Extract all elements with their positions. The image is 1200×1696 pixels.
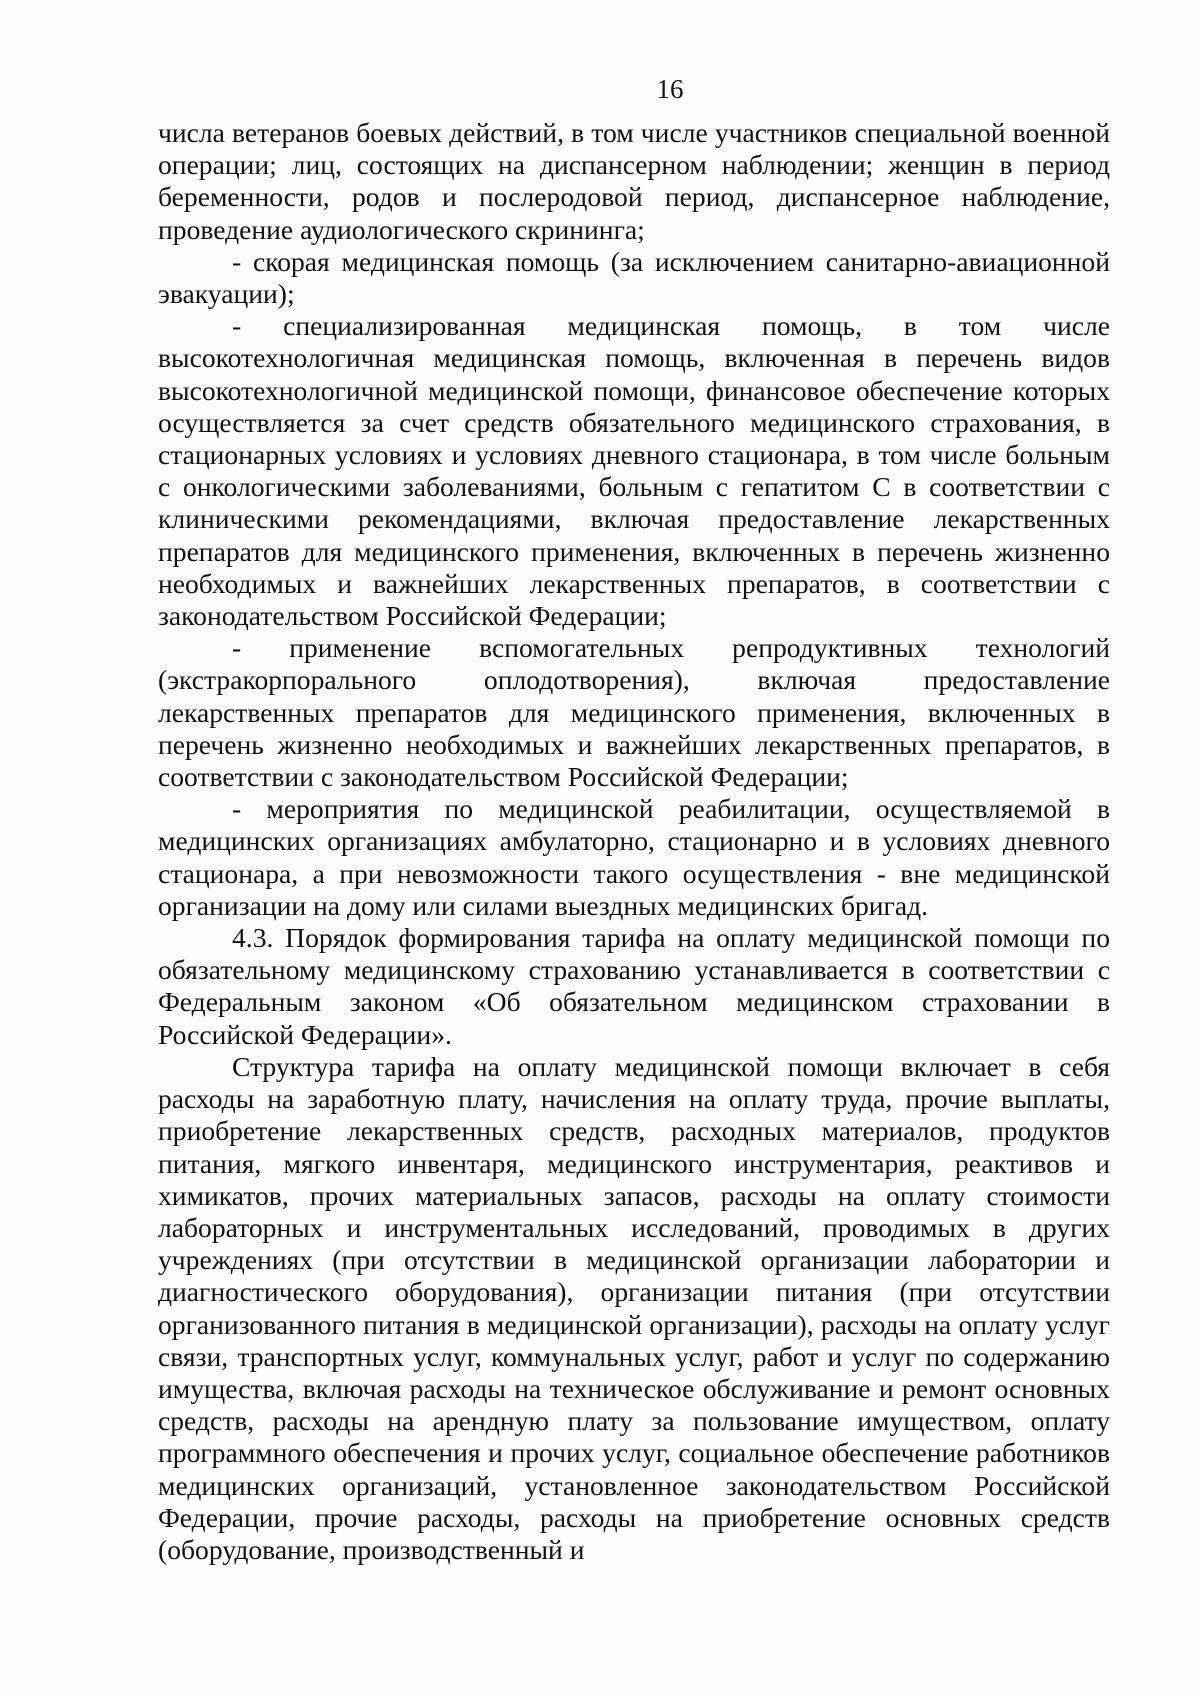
paragraph-emergency-care: - скорая медицинская помощь (за исключением санитарно-авиационной эвакуации);	[158, 245, 1110, 310]
paragraph-continuation: числа ветеранов боевых действий, в том числе участников специальной военной операции; лиц, состоящих на диспансерном наблюдении; женщин в период беременности, родов и послеродовой период, диспансерное наблюдение, проведение аудиологического скрининга;	[158, 117, 1110, 245]
paragraph-tariff-procedure: 4.3. Порядок формирования тарифа на оплату медицинской помощи по обязательному медицинскому страхованию устанавливается в соответствии с Федеральным законом «Об обязательном медицинском страховании в Российской Федерации».	[158, 922, 1110, 1050]
document-body	[158, 117, 1110, 1566]
paragraph-rehabilitation: - мероприятия по медицинской реабилитации, осуществляемой в медицинских организациях амбулаторно, стационарно и в условиях дневного стационара, а при невозможности такого осуществления - вне медицинской организации на дому или силами выездных медицинских бригад.	[158, 793, 1110, 921]
paragraph-specialized-care: - специализированная медицинская помощь, в том числе высокотехнологичная медицинская помощь, включенная в перечень видов высокотехнологичной медицинской помощи, финансовое обеспечение которых осуществляется за счет средств обязательного медицинского страхования, в стационарных условиях и условиях дневного стационара, в том числе больным с онкологическими заболеваниями, больным с гепатитом C в соответствии с клиническими рекомендациями, включая предоставление лекарственных препаратов для медицинского применения, включенных в перечень жизненно необходимых и важнейших лекарственных препаратов, в соответствии с законодательством Российской Федерации;	[158, 310, 1110, 632]
paragraph-tariff-structure: Структура тарифа на оплату медицинской помощи включает в себя расходы на заработную плату, начисления на оплату труда, прочие выплаты, приобретение лекарственных средств, расходных материалов, продуктов питания, мягкого инвентаря, медицинского инструментария, реактивов и химикатов, прочих материальных запасов, расходы на оплату стоимости лабораторных и инструментальных исследований, проводимых в других учреждениях (при отсутствии в медицинской организации лаборатории и диагностического оборудования), организации питания (при отсутствии организованного питания в медицинской организации), расходы на оплату услуг связи, транспортных услуг, коммунальных услуг, работ и услуг по содержанию имущества, включая расходы на техническое обслуживание и ремонт основных средств, расходы на арендную плату за пользование имуществом, оплату программного обеспечения и прочих услуг, социальное обеспечение работников медицинских организаций, установленное законодательством Российской Федерации, прочие расходы, расходы на приобретение основных средств (оборудование, производственный и	[158, 1050, 1110, 1565]
paragraph-ivf: - применение вспомогательных репродуктивных технологий (экстракорпорального оплодотворения), включая предоставление лекарственных препаратов для медицинского применения, включенных в перечень жизненно необходимых и важнейших лекарственных препаратов, в соответствии с законодательством Российской Федерации;	[158, 632, 1110, 793]
page-number: 16	[656, 74, 684, 104]
